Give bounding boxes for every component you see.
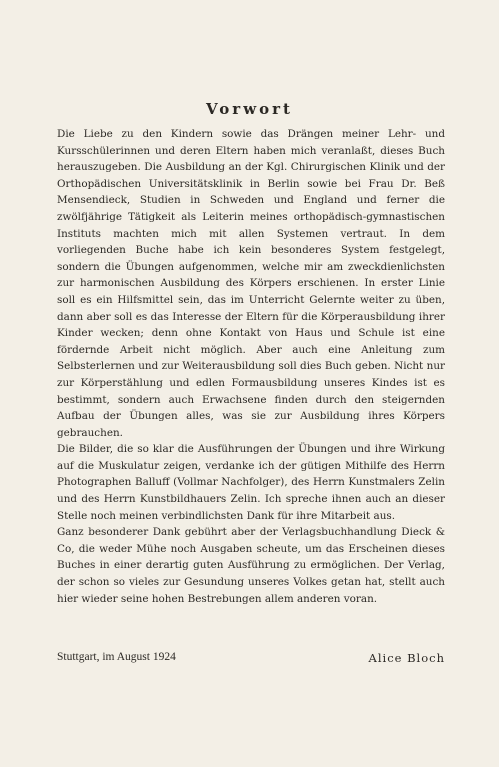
page-title: Vorwort bbox=[206, 100, 293, 118]
place-date: Stuttgart, im August 1924 bbox=[57, 651, 176, 663]
signature: Alice Bloch bbox=[368, 651, 445, 665]
paragraph-3: Ganz besonderer Dank gebührt aber der Verlagsbuchhandlung Dieck & Co, die weder Mühe noch Ausgaben scheute, um das Erscheinen dieses Buches in einer derartig guten Ausführung zu ermöglichen. Der Verlag, der schon so vieles zur Gesundung unseres Volkes getan hat, stellt auch hier wieder seine hohen Bestrebungen allem anderen voran. bbox=[57, 526, 445, 605]
closing-line bbox=[57, 651, 445, 665]
paragraph-1: Die Liebe zu den Kindern sowie das Drängen meiner Lehr- und Kursschülerinnen und deren Eltern haben mich veranlaßt, dieses Buch herauszugeben. Die Ausbildung an der Kgl. Chirurgischen Klinik und der Orthopädischen Universitätsklinik in Berlin sowie bei Frau Dr. Beß Mensendieck, Studien in Schweden und England und ferner die zwölfjährige Tätigkeit als Leiterin meines orthopädisch-gymnastischen Instituts machten mich mit allen Systemen vertraut. In dem vorliegenden Buche habe ich kein besonderes System festgelegt, sondern die Übungen aufgenommen, welche mir am zweckdienlichsten zur harmonischen Ausbildung des Körpers erschienen. In erster Linie soll es ein Hilfsmittel sein, das im Unterricht Gelernte weiter zu üben, dann aber soll es das Interesse der Eltern für die Körperausbildung ihrer Kinder wecken; denn ohne Kontakt von Haus und Schule ist eine fördernde Arbeit nicht möglich. Aber auch eine Anleitung zum Selbsterlernen und zur Weiterausbildung soll dies Buch geben. Nicht nur zur Körperstählung und edlen Formausbildung unseres Kindes ist es bestimmt, sondern auch Erwachsene finden durch den steigernden Aufbau der Übungen alles, was sie zur Ausbildung ihres Körpers gebrauchen. bbox=[57, 128, 445, 439]
body-text bbox=[57, 126, 445, 607]
paragraph-2: Die Bilder, die so klar die Ausführungen der Übungen und ihre Wirkung auf die Muskulatur zeigen, verdanke ich der gütigen Mithilfe des Herrn Photographen Balluff (Vollmar Nachfolger), des Herrn Kunstmalers Zelin und des Herrn Kunstbildhauers Zelin. Ich spreche ihnen auch an dieser Stelle noch meinen verbindlichsten Dank für ihre Mitarbeit aus. bbox=[57, 443, 445, 522]
